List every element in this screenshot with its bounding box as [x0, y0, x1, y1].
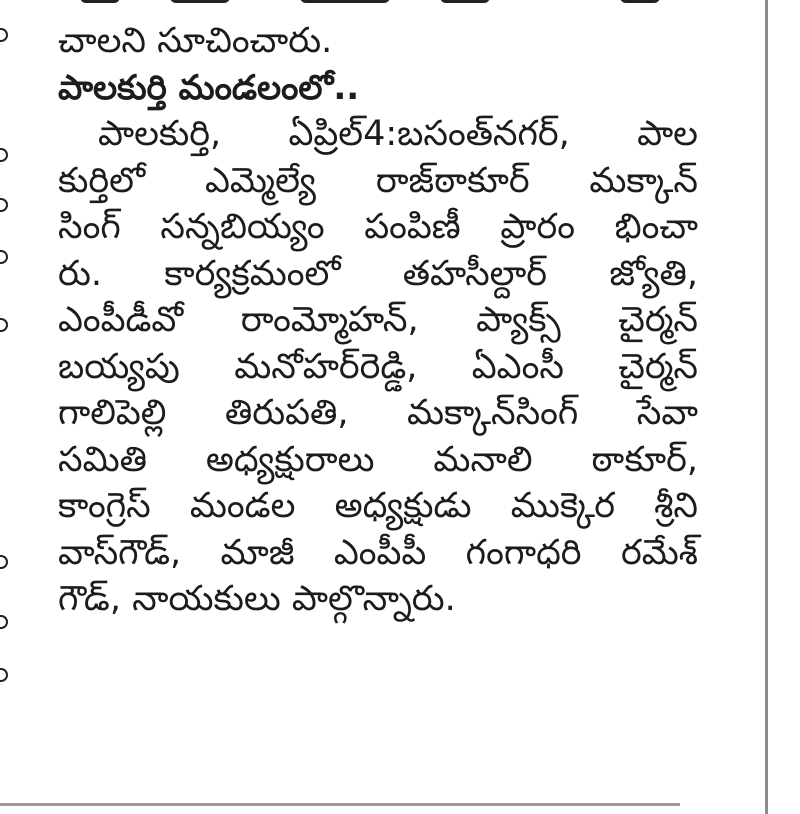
text-line: గౌడ్, నాయకులు పాల్గొన్నారు.: [58, 579, 456, 619]
text-line: పాలకుర్తి, ఏప్రిల్4:బసంత్‌నగర్, పాల: [98, 114, 698, 154]
bottom-divider: [0, 803, 680, 806]
text-line: చాలని సూచించారు.: [58, 21, 333, 61]
intro-line: [58, 18, 698, 65]
article-body: [58, 18, 698, 623]
article-subheading: [58, 65, 698, 112]
subheading-text: పాలకుర్తి మండలంలో..: [58, 67, 360, 108]
text-line: సమితి అధ్యక్షురాలు మనాలి ఠాకూర్,: [58, 439, 698, 480]
text-line: ఎంపీడీవో రాంమ్మోహన్, ప్యాక్స్ చైర్మన్: [58, 300, 698, 340]
text-line: కుర్తిలో ఎమ్మెల్యే రాజ్‌ఠాకూర్ మక్కాన్: [58, 160, 698, 201]
text-line: వాస్‌గౌడ్, మాజీ ఎంపీపీ గంగాధరి రమేశ్: [58, 532, 698, 573]
cut-off-previous-line: [60, 0, 670, 6]
text-line: గాలిపెల్లి తిరుపతి, మక్కాన్‌సింగ్ సేవా: [58, 393, 698, 433]
column-divider: [765, 0, 768, 814]
text-line: కాంగ్రెస్ మండల అధ్యక్షుడు ముక్కెర శ్రీని: [58, 486, 698, 526]
article-paragraph: [58, 111, 698, 623]
text-line: బయ్యపు మనోహర్‌రెడ్డి, ఏఎంసీ చైర్మన్: [58, 346, 698, 387]
text-line: సింగ్ సన్నబియ్యం పంపిణీ ప్రారం భించా: [58, 207, 698, 247]
adjacent-column-fragment: [0, 0, 14, 814]
text-line: రు. కార్యక్రమంలో తహసీల్దార్ జ్యోతి,: [58, 253, 698, 294]
